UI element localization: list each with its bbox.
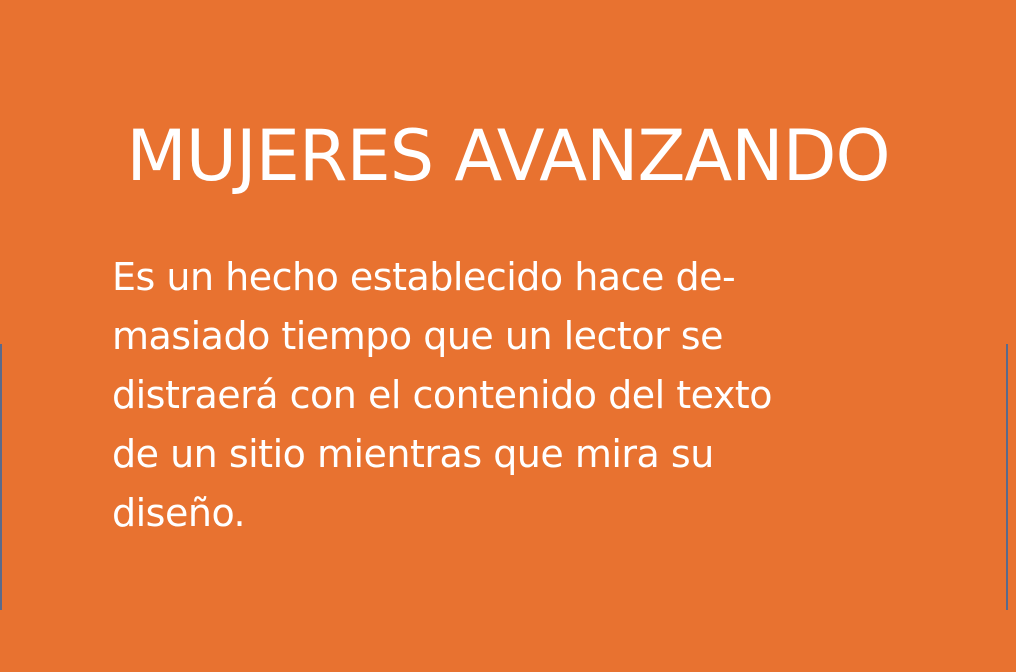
banner-title: MUJERES AVANZANDO xyxy=(126,115,890,197)
paragraph-line: de un sitio mientras que mira su xyxy=(112,432,714,476)
left-edge-line xyxy=(0,344,2,610)
right-edge-line xyxy=(1006,344,1008,610)
paragraph-line: masiado tiempo que un lector se xyxy=(112,314,723,358)
paragraph-line: diseño. xyxy=(112,491,246,535)
paragraph-line: Es un hecho establecido hace de- xyxy=(112,255,736,299)
paragraph-line: distraerá con el contenido del texto xyxy=(112,373,772,417)
banner-paragraph xyxy=(112,248,932,543)
